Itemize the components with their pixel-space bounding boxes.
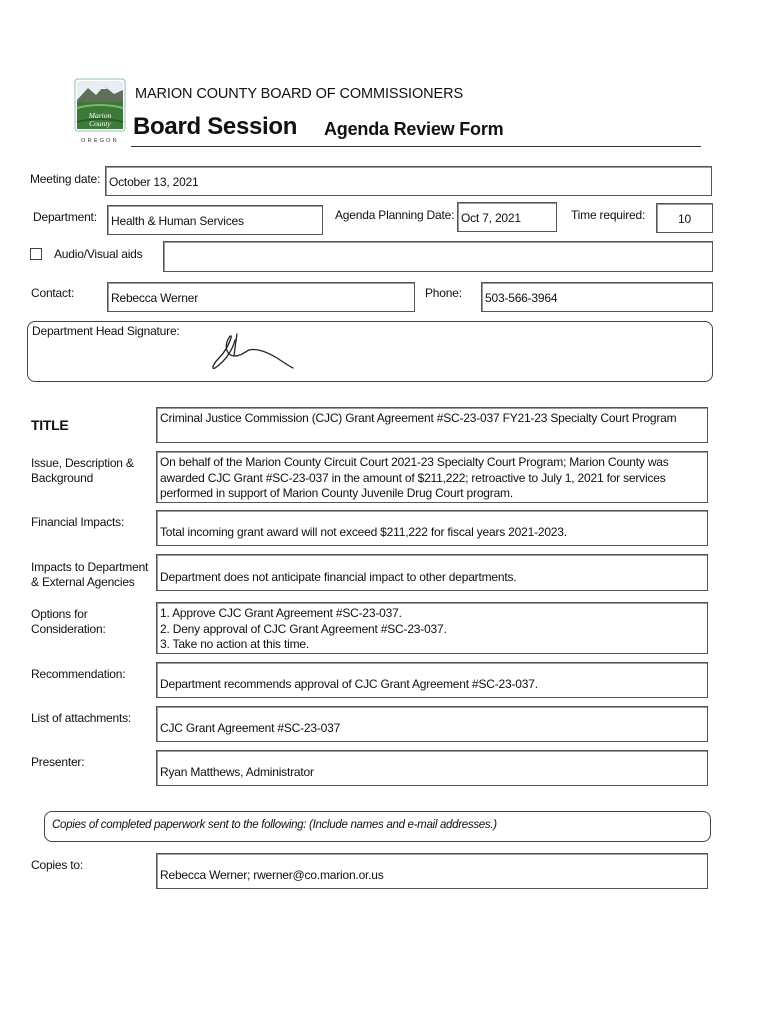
av-checkbox[interactable] bbox=[30, 248, 42, 260]
financial-field[interactable]: Total incoming grant award will not exceed $211,222 for fiscal years 2021-2023. bbox=[156, 510, 708, 546]
issue-label-1: Issue, Description & bbox=[31, 456, 134, 470]
contact-field[interactable]: Rebecca Werner bbox=[107, 282, 415, 312]
meeting-date-label: Meeting date: bbox=[30, 172, 101, 186]
phone-label: Phone: bbox=[425, 286, 462, 300]
option-1: 1. Approve CJC Grant Agreement #SC-23-037. bbox=[160, 606, 402, 620]
header-divider bbox=[131, 146, 701, 147]
av-label: Audio/Visual aids bbox=[54, 247, 143, 261]
department-label: Department: bbox=[33, 210, 97, 224]
county-logo-icon bbox=[74, 78, 126, 146]
logo-text-2: County bbox=[89, 119, 111, 128]
copies-to-field[interactable]: Rebecca Werner; rwerner@co.marion.or.us bbox=[156, 853, 708, 889]
org-name: MARION COUNTY BOARD OF COMMISSIONERS bbox=[135, 86, 464, 102]
financial-label: Financial Impacts: bbox=[31, 515, 125, 529]
signature-label: Department Head Signature: bbox=[32, 324, 180, 338]
av-details-field[interactable] bbox=[163, 241, 713, 272]
form-title-sub: Agenda Review Form bbox=[324, 119, 504, 139]
contact-label: Contact: bbox=[31, 286, 75, 300]
copies-note: Copies of completed paperwork sent to the following: (Include names and e-mail addresses.) bbox=[52, 819, 497, 831]
impacts-label-1: Impacts to Department bbox=[31, 560, 149, 574]
time-required-field[interactable]: 10 bbox=[656, 203, 713, 233]
issue-label-2: Background bbox=[31, 471, 94, 485]
department-field[interactable]: Health & Human Services bbox=[107, 205, 323, 235]
title-field[interactable]: Criminal Justice Commission (CJC) Grant Agreement #SC-23-037 FY21-23 Specialty Court Program bbox=[156, 407, 708, 443]
planning-date-label: Agenda Planning Date: bbox=[335, 208, 455, 222]
title-label: TITLE bbox=[31, 417, 69, 433]
presenter-field[interactable]: Ryan Matthews, Administrator bbox=[156, 750, 708, 786]
options-label-2: Consideration: bbox=[31, 622, 106, 636]
options-field[interactable] bbox=[156, 602, 708, 654]
logo-state: OREGON bbox=[81, 138, 119, 144]
options-label-1: Options for bbox=[31, 607, 88, 621]
copies-to-label: Copies to: bbox=[31, 858, 84, 872]
logo-text-1: Marion bbox=[88, 111, 112, 120]
attachments-label: List of attachments: bbox=[31, 711, 132, 725]
planning-date-field[interactable]: Oct 7, 2021 bbox=[457, 202, 557, 232]
presenter-label: Presenter: bbox=[31, 755, 85, 769]
option-3: 3. Take no action at this time. bbox=[160, 637, 309, 651]
impacts-field[interactable]: Department does not anticipate financial impact to other departments. bbox=[156, 554, 708, 591]
recommendation-label: Recommendation: bbox=[31, 667, 126, 681]
phone-field[interactable]: 503-566-3964 bbox=[481, 282, 713, 312]
county-logo bbox=[74, 78, 126, 146]
issue-field[interactable]: On behalf of the Marion County Circuit Court 2021-23 Specialty Court Program; Marion County was awarded CJC Grant #SC-23-037 in the amount of $211,222; retroactive to July 1, 2021 for services performed in support of Marion County Juvenile Drug Court program. bbox=[156, 451, 708, 503]
handwritten-signature bbox=[205, 330, 300, 375]
meeting-date-field[interactable]: October 13, 2021 bbox=[105, 166, 712, 196]
time-required-label: Time required: bbox=[571, 208, 646, 222]
impacts-label-2: & External Agencies bbox=[31, 575, 135, 589]
form-title-main: Board Session bbox=[133, 113, 298, 140]
option-2: 2. Deny approval of CJC Grant Agreement #SC-23-037. bbox=[160, 621, 447, 636]
attachments-field[interactable]: CJC Grant Agreement #SC-23-037 bbox=[156, 706, 708, 742]
recommendation-field[interactable]: Department recommends approval of CJC Grant Agreement #SC-23-037. bbox=[156, 662, 708, 698]
